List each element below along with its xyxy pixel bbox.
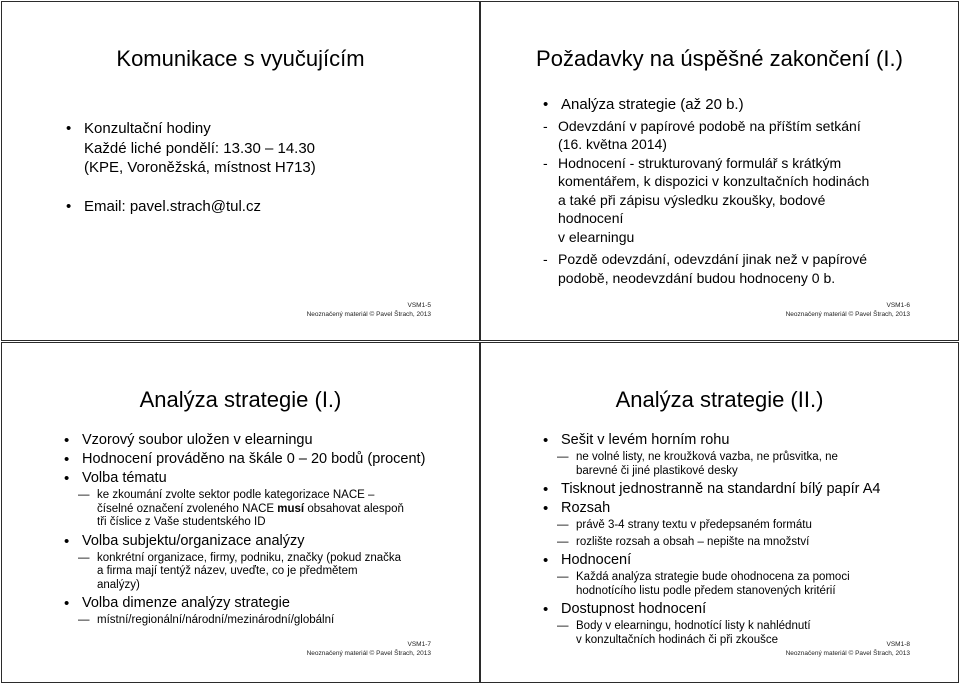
bullet-dimension-choice: • Volba dimenze analýzy strategie bbox=[62, 594, 472, 613]
dash-line: hodnocení bbox=[558, 210, 624, 226]
sub-line: — ke zkoumání zvolte sektor podle kategorizace NACE – bbox=[97, 489, 375, 501]
bullet-notebook: • Sešit v levém horním rohu bbox=[541, 431, 941, 450]
dash-item-late-submission bbox=[543, 250, 941, 287]
slide-body bbox=[541, 96, 941, 287]
bullet-template-file: • Vzorový soubor uložen v elearningu bbox=[62, 431, 472, 450]
copyright-note: Neoznačený materiál © Pavel Štrach, 2013 bbox=[785, 311, 910, 318]
slide-vsm1-8 bbox=[480, 342, 959, 683]
dash-line: a také při zápisu výsledku zkoušky, bodové bbox=[558, 191, 826, 208]
slide-title: Analýza strategie (I.) bbox=[139, 387, 342, 412]
bullet-email: • Email: pavel.strach@tul.cz bbox=[64, 197, 464, 217]
bullet-printing: • Tisknout jednostranně na standardní bílý papír A4 bbox=[541, 480, 941, 499]
sub-line: tři číslice z Vaše studentského ID bbox=[97, 516, 266, 528]
bullet-strategy-analysis: • Analýza strategie (až 20 b.) bbox=[541, 96, 941, 115]
bullet-evaluation: • Hodnocení bbox=[541, 551, 941, 570]
sub-line: — Body v elearningu, hodnotící listy k nahlédnutí bbox=[576, 620, 811, 632]
copyright-note: Neoznačený materiál © Pavel Štrach, 2013 bbox=[306, 650, 431, 657]
sub-line: v konzultačních hodinách či při zkoušce bbox=[576, 633, 778, 646]
slide-code: VSM1-8 bbox=[886, 641, 910, 648]
dash-line: komentářem, k dispozici v konzultačních hodinách bbox=[558, 173, 870, 189]
slide-code: VSM1-6 bbox=[886, 302, 910, 309]
bullet-grading-scale: • Hodnocení prováděno na škále 0 – 20 bodů (procent) bbox=[62, 450, 472, 469]
slide-title: Komunikace s vyučujícím bbox=[116, 46, 365, 71]
sub-line: barevné či jiné plastikové desky bbox=[576, 464, 738, 477]
sub-item-evaluation-sheet bbox=[541, 571, 941, 598]
slide-body bbox=[62, 431, 472, 628]
sub-line: — ne volné listy, ne kroužková vazba, ne průsvitka, ne bbox=[576, 451, 838, 463]
dash-item-evaluation bbox=[543, 154, 941, 247]
dash-line: podobě, neodevzdání budou hodnoceny 0 b. bbox=[558, 269, 836, 286]
bullet-subject-choice: • Volba subjektu/organizace analýzy bbox=[62, 532, 472, 551]
slide-body bbox=[64, 119, 464, 216]
dash-line: - Pozdě odevzdání, odevzdání jinak než v papírové bbox=[558, 251, 867, 267]
slide-vsm1-5 bbox=[1, 1, 480, 341]
dash-line: - Hodnocení - strukturovaný formulář s krátkým bbox=[558, 154, 842, 171]
sub-item-organization bbox=[62, 552, 472, 593]
slide-body bbox=[541, 431, 941, 647]
bullet-length: • Rozsah bbox=[541, 499, 941, 518]
sub-text: obsahovat alespoň bbox=[304, 502, 404, 515]
bullet-office-hours bbox=[64, 119, 464, 178]
slide-vsm1-6 bbox=[480, 1, 959, 341]
copyright-note: Neoznačený materiál © Pavel Štrach, 2013 bbox=[785, 650, 910, 657]
sub-item-nace bbox=[62, 489, 472, 530]
bullet-topic-choice: • Volba tématu bbox=[62, 469, 472, 488]
slide-code: VSM1-7 bbox=[407, 641, 431, 648]
slide-title: Požadavky na úspěšné zakončení (I.) bbox=[536, 46, 903, 71]
dash-item-submission bbox=[543, 117, 941, 154]
sub-text: číselné označení zvoleného NACE bbox=[97, 502, 278, 515]
slide-footer bbox=[786, 301, 910, 319]
slide-title: Analýza strategie (II.) bbox=[615, 387, 824, 412]
slide-footer bbox=[307, 301, 431, 319]
slide-footer bbox=[786, 640, 910, 658]
sub-line bbox=[97, 503, 472, 517]
sub-item-dimension: — místní/regionální/národní/mezinárodní/globální bbox=[62, 614, 472, 628]
sub-item-pages: — právě 3-4 strany textu v předepsaném formátu bbox=[541, 519, 941, 533]
sub-item-content: — rozlište rozsah a obsah – nepište na množství bbox=[541, 536, 941, 550]
bullet-line: Každé liché pondělí: 13.30 – 14.30 bbox=[84, 139, 316, 157]
sub-line: a firma mají tentýž název, uveďte, co je předmětem bbox=[97, 565, 358, 577]
bullet-availability: • Dostupnost hodnocení bbox=[541, 600, 941, 619]
sub-item-binding bbox=[541, 451, 941, 478]
slide-code: VSM1-5 bbox=[407, 302, 431, 309]
dash-line: (16. května 2014) bbox=[558, 136, 667, 152]
emphasis-text: musí bbox=[277, 502, 305, 515]
sub-line: analýzy) bbox=[97, 578, 140, 591]
sub-line: — konkrétní organizace, firmy, podniku, značky (pokud značka bbox=[97, 551, 402, 564]
bullet-line: • Konzultační hodiny bbox=[84, 120, 211, 137]
bullet-line: (KPE, Voroněžská, místnost H713) bbox=[84, 159, 316, 176]
sub-line: — Každá analýza strategie bude ohodnocena za pomoci bbox=[576, 571, 850, 583]
dash-line: - Odevzdání v papírové podobě na příštím setkání bbox=[558, 117, 861, 134]
dash-line: v elearningu bbox=[558, 228, 635, 245]
sub-line: hodnotícího listu podle předem stanovených kritérií bbox=[576, 584, 836, 597]
copyright-note: Neoznačený materiál © Pavel Štrach, 2013 bbox=[306, 311, 431, 318]
slide-footer bbox=[307, 640, 431, 658]
slide-vsm1-7 bbox=[1, 342, 480, 683]
